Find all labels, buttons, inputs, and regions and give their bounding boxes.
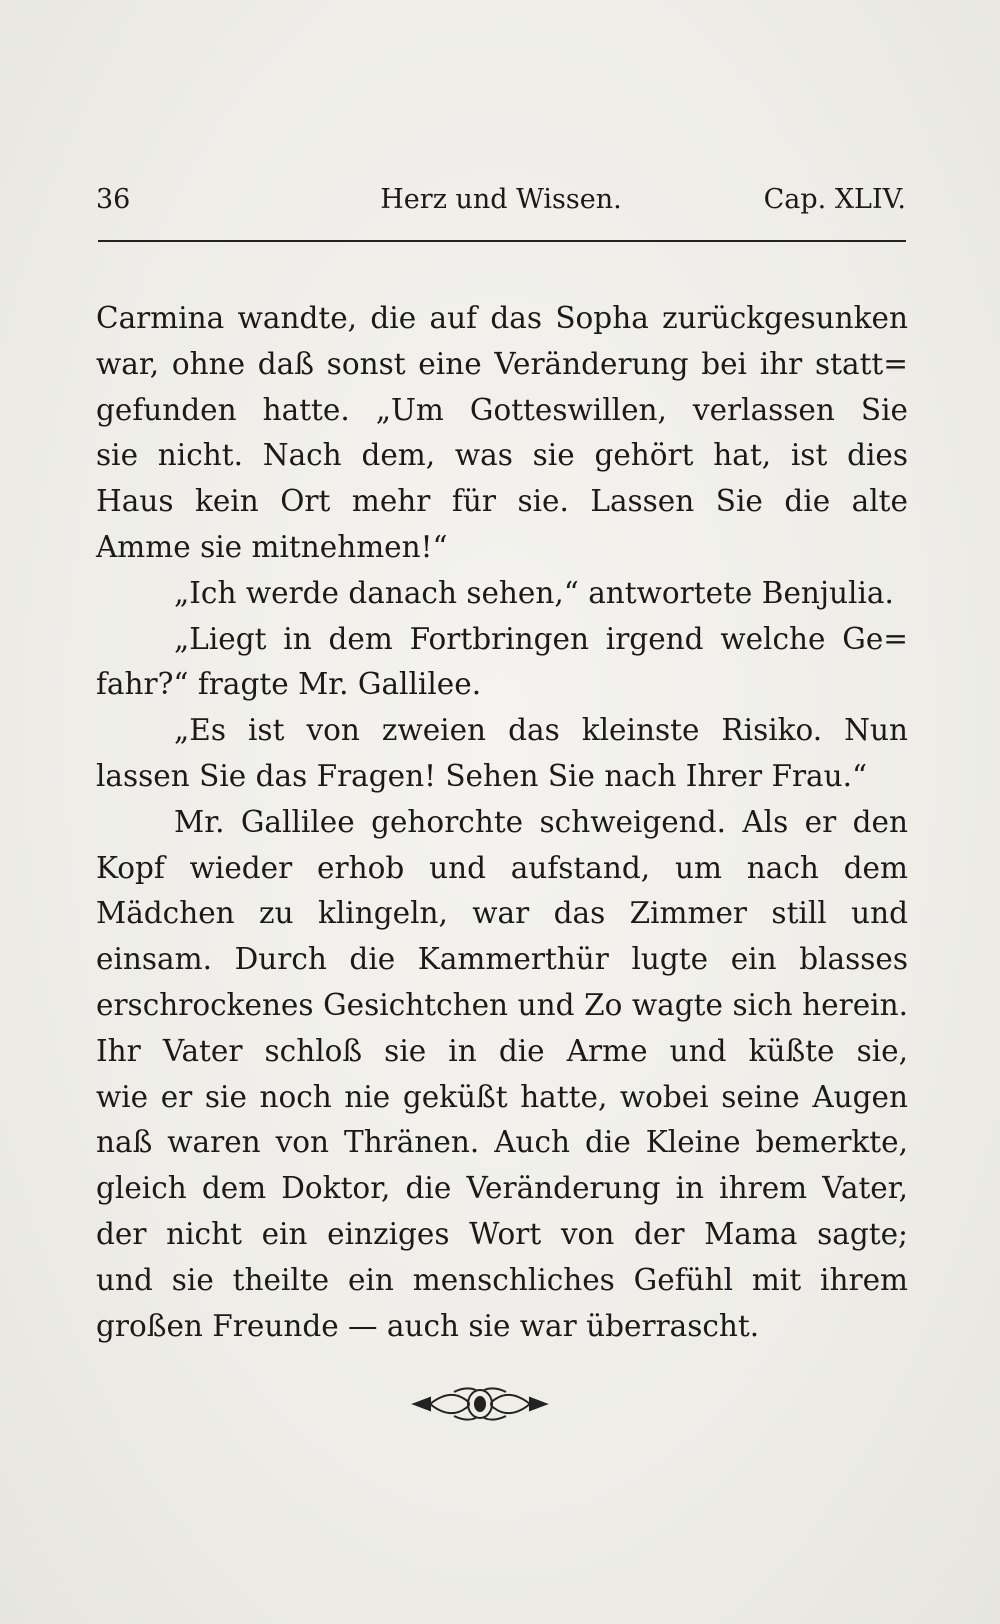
text-line: sie nicht. Nach dem, was sie gehört hat, ist dies	[96, 438, 908, 473]
text-line: Mr. Gallilee gehorchte schweigend. Als er den	[174, 804, 908, 839]
running-title: Herz und Wissen.	[380, 184, 622, 215]
text-line: Kopf wieder erhob und aufstand, um nach dem	[96, 850, 908, 885]
text-line: naß waren von Thränen. Auch die Kleine bemerkte,	[96, 1125, 908, 1160]
text-line: gefunden hatte. „Um Gotteswillen, verlassen Sie	[96, 392, 908, 427]
chapter-label: Cap. XLIV.	[763, 184, 906, 215]
text-line: fahr?“ fragte Mr. Gallilee.	[96, 667, 482, 702]
text-line: Amme sie mitnehmen!“	[96, 529, 448, 564]
text-line: „Ich werde danach sehen,“ antwortete Benjulia.	[174, 575, 894, 610]
text-line: Ihr Vater schloß sie in die Arme und küßte sie,	[96, 1033, 908, 1068]
text-line: einsam. Durch die Kammerthür lugte ein blasses	[96, 942, 908, 977]
text-line: war, ohne daß sonst eine Veränderung bei ihr statt=	[96, 346, 908, 381]
text-line: Mädchen zu klingeln, war das Zimmer still und	[96, 896, 908, 931]
header-rule	[98, 240, 906, 242]
text-line: großen Freunde — auch sie war überrascht.	[96, 1308, 760, 1343]
page-number: 36	[96, 184, 131, 215]
text-line: gleich dem Doktor, die Veränderung in ihrem Vater,	[96, 1171, 908, 1206]
text-line: Carmina wandte, die auf das Sopha zurückgesunken	[96, 301, 908, 335]
text-line: wie er sie noch nie geküßt hatte, wobei seine Augen	[96, 1079, 908, 1114]
text-line: und sie theilte ein menschliches Gefühl mit ihrem	[96, 1262, 908, 1297]
decorative-fleuron-icon	[410, 1384, 550, 1424]
text-line: erschrockenes Gesichtchen und Zo wagte sich herein.	[96, 987, 908, 1022]
text-line: der nicht ein einziges Wort von der Mama sagte;	[96, 1216, 908, 1251]
text-line: „Liegt in dem Fortbringen irgend welche Ge=	[174, 621, 908, 656]
text-line: lassen Sie das Fragen! Sehen Sie nach Ihrer Frau.“	[96, 758, 868, 793]
body-text	[96, 296, 908, 1349]
text-line: Haus kein Ort mehr für sie. Lassen Sie die alte	[96, 484, 908, 519]
page-header	[96, 180, 906, 220]
text-line: „Es ist von zweien das kleinste Risiko. Nun	[174, 713, 908, 748]
